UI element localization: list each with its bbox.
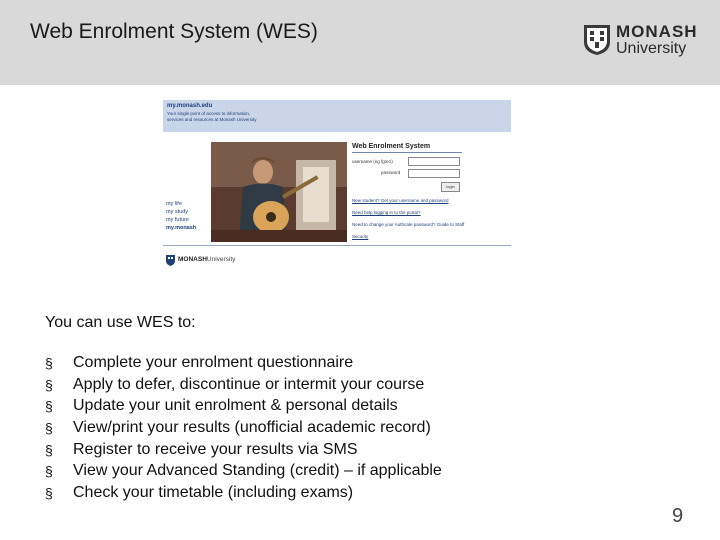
list-item-text: View your Advanced Standing (credit) – if applicable	[73, 462, 442, 480]
nav-my-monash: my.monash	[166, 225, 197, 231]
username-label: username (eg fgre1)	[352, 159, 393, 164]
slide-header	[0, 0, 720, 85]
portal-banner	[163, 100, 511, 132]
footer-logo-normal: University	[206, 256, 236, 263]
slide-title: Web Enrolment System (WES)	[30, 20, 318, 43]
monash-crest-icon	[166, 255, 175, 266]
link-security: Security	[352, 234, 369, 239]
wes-title-rule	[352, 152, 462, 153]
login-button: login	[441, 182, 460, 192]
bullet-marker: §	[45, 463, 53, 480]
bullet-marker: §	[45, 441, 53, 458]
list-item-text: View/print your results (unofficial academic record)	[73, 419, 431, 437]
logo-line-2: University	[616, 40, 687, 57]
list-item-text: Register to receive your results via SMS	[73, 440, 358, 458]
portal-footer-logo-text	[178, 256, 235, 263]
footer-logo-bold: MONASH	[178, 256, 207, 263]
wes-title: Web Enrolment System	[352, 143, 431, 150]
password-field	[408, 169, 460, 178]
portal-nav	[166, 200, 196, 232]
bullet-marker: §	[45, 376, 53, 393]
portal-footer-rule	[163, 245, 511, 246]
username-field	[408, 157, 460, 166]
bullet-marker: §	[45, 420, 53, 437]
nav-my-study: my study	[166, 209, 189, 215]
nav-my-future: my future	[166, 217, 189, 223]
page-number: 9	[672, 505, 684, 527]
monash-logo	[583, 22, 698, 62]
portal-footer-logo	[166, 254, 266, 268]
logo-line-1: MONASH	[616, 22, 698, 41]
list-item-text: Apply to defer, discontinue or intermit your course	[73, 375, 425, 393]
bullet-marker: §	[45, 398, 53, 415]
link-change-password: Need to change your Authcate password? Guide to Staff	[352, 222, 465, 227]
bullet-marker: §	[45, 485, 53, 502]
link-help-login: Need help logging in to the portal?	[352, 210, 421, 215]
intro-text: You can use WES to:	[45, 314, 196, 331]
list-item-text: Check your timetable (including exams)	[73, 484, 354, 502]
portal-tagline: Your single point of access to information, services and resources at Monash University	[167, 111, 257, 122]
bullet-marker: §	[45, 355, 53, 371]
link-new-student: New student? Get your username and password	[352, 198, 449, 203]
guitarist-photo	[211, 142, 347, 242]
portal-screenshot	[163, 100, 511, 272]
monash-crest-icon	[583, 24, 611, 56]
list-item-text: Update your unit enrolment & personal details	[73, 397, 398, 415]
password-label: password	[381, 170, 401, 175]
nav-my-life: my life	[166, 201, 182, 207]
portal-site-title: my.monash.edu	[167, 103, 213, 109]
list-item-text: Complete your enrolment questionnaire	[73, 354, 354, 371]
